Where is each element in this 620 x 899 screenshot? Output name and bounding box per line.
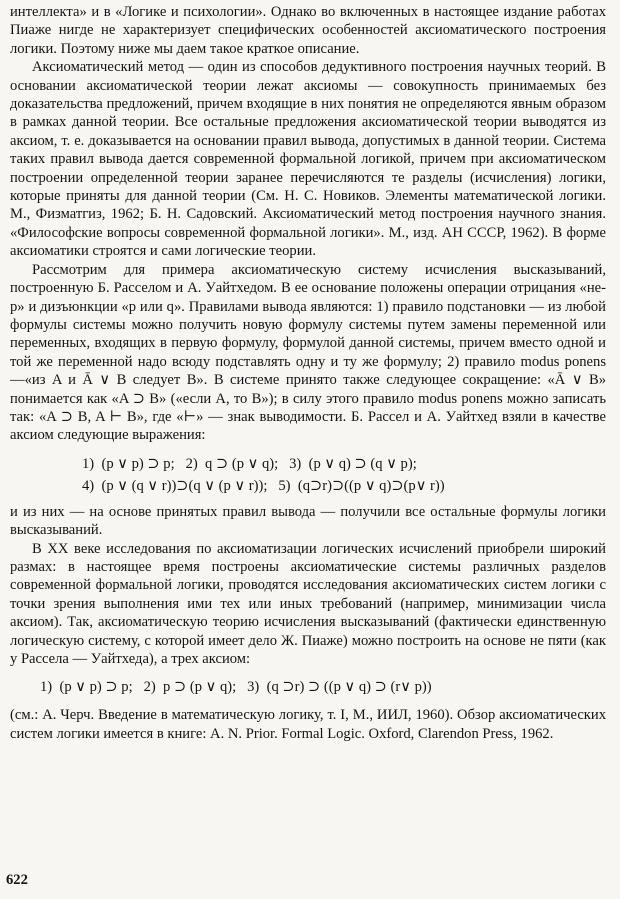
page-number: 622 <box>6 872 28 888</box>
axioms-five-row-1: 1) (p ∨ p) ⊃ p; 2) q ⊃ (p ∨ q); 3) (p ∨ q) ⊃ (q ∨ p); <box>82 455 417 472</box>
paragraph-twentieth-century: В XX веке исследования по аксиоматизации логических исчислений приобрели широкий размах: в настоящее время построены аксиоматические системы различных разделов современной формальной логики, проводятся исследования аксиоматических систем логики с точки зрения выполнения ими тех или иных требований (например, минимизации числа аксиом). Так, аксиоматическую теорию исчисления высказываний (фактически единственную логическую систему, с которой имеет дело Ж. Пиаже) можно построить на основе не пяти (как у Рассела — Уайтхеда), а трех аксиом: <box>10 540 606 667</box>
paragraph-intro-continuation: интеллекта» и в «Логике и психологии». Однако во включенных в настоящее издание работах Пиаже нигде не характеризует специфических особенностей аксиоматического построения логики. Поэтому ниже мы даем такое краткое описание. <box>10 4 606 57</box>
paragraph-russell-whitehead: Рассмотрим для примера аксиоматическую систему исчисления высказываний, построенную Б. Расселом и А. Уайтхедом. В ее основание положены операции отрицания «не-p» и дизъюнкции «p или q». Правилами вывода являются: 1) правило подстановки — из любой формулы системы можно получить новую формулу системы путем замены переменной или переменных, входящих в первую формулу, формулой данной системы, причем вместо одной и той же переменной надо всюду подставлять одну и ту же формулу; 2) правило modus ponens—«из A и Ā ∨ B следует B». В системе принято также следующее сокращение: «Ā ∨ B» понимается как «A ⊃ B» («если A, то B»); в силу этого правило modus ponens можно записать так: «A ⊃ B, A ⊢ B», где «⊢» — знак выводимости. Б. Рассел и А. Уайтхед взяли в качестве аксиом следующие выражения: <box>10 261 606 444</box>
paragraph-references: (см.: А. Черч. Введение в математическую логику, т. I, М., ИИЛ, 1960). Обзор аксиоматических систем логики имеется в книге: A. N. Prior. Formal Logic. Oxford, Clarendon Press, 1962. <box>10 707 606 742</box>
axioms-five-row-2: 4) (p ∨ (q ∨ r))⊃(q ∨ (p ∨ r)); 5) (q⊃r)⊃((p ∨ q)⊃(p∨ r)) <box>82 477 445 494</box>
axioms-five-block <box>10 453 606 497</box>
axioms-three-block <box>10 676 606 698</box>
paragraph-axiomatic-method: Аксиоматический метод — один из способов дедуктивного построения научных теорий. В основании аксиоматической теории лежат аксиомы — совокупность принимаемых без доказательства предложений, причем входящие в них понятия не определяются явным образом в рамках данной теории. Все остальные предложения аксиоматической теории выводятся из аксиом, т. е. доказывается на основании правил вывода, допустимых в данной теории. Система таких правил вывода дается современной формальной логикой, причем при аксиоматическом построении определенной теории заранее перечисляются те разделы (исчисления) логики, которые приняты для данной теории (См. Н. С. Новиков. Элементы математической логики. М., Физматгиз, 1962; Б. Н. Садовский. Аксиоматический метод построения научного знания. «Философские вопросы современной формальной логики». М., изд. АН СССР, 1962). В форме аксиоматики строятся и сами логические теории. <box>10 59 606 260</box>
paragraph-derived-formulas: и из них — на основе принятых правил вывода — получили все остальные формулы логики высказываний. <box>10 503 606 539</box>
axioms-three-row: 1) (p ∨ p) ⊃ p; 2) p ⊃ (p ∨ q); 3) (q ⊃r) ⊃ ((p ∨ q) ⊃ (r∨ p)) <box>40 679 432 696</box>
